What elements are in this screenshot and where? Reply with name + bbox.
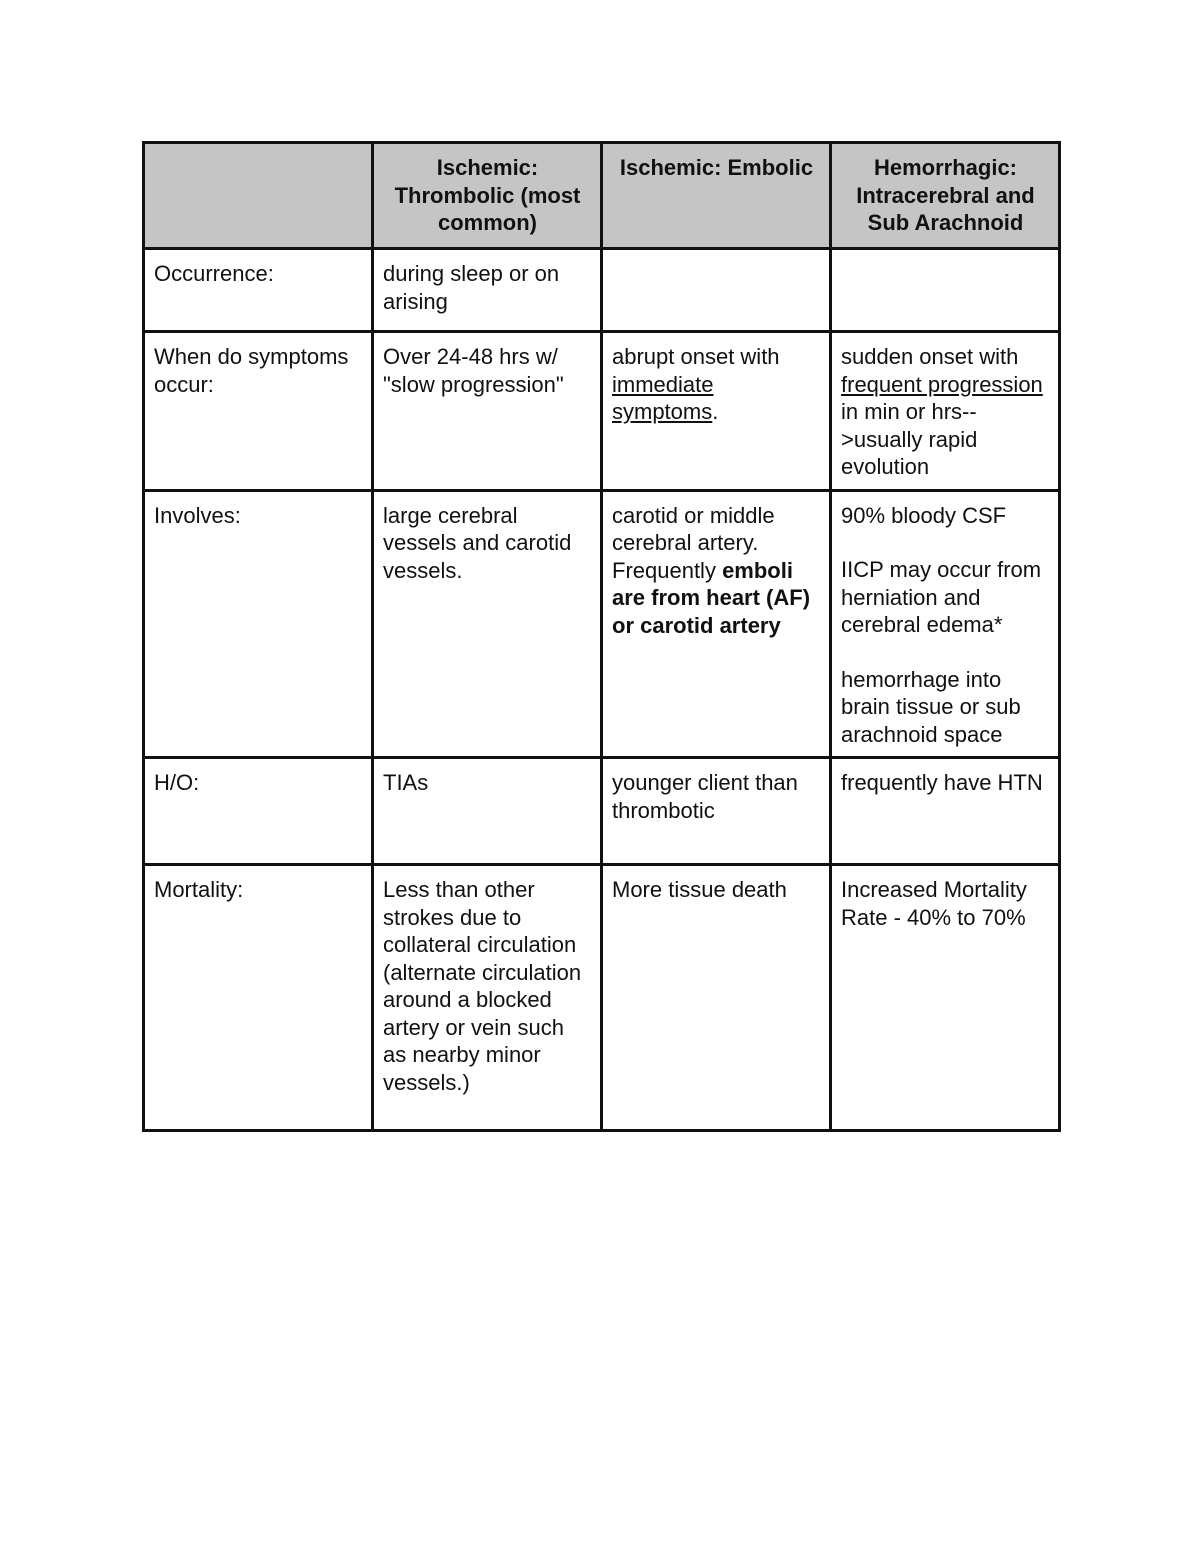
cell-when-thrombolic: Over 24-48 hrs w/ "slow progression" bbox=[373, 332, 602, 491]
cell-involves-embolic bbox=[602, 490, 831, 758]
cell-history-thrombolic: TIAs bbox=[373, 758, 602, 865]
header-hemorrhagic: Hemorrhagic: Intracerebral and Sub Arachnoid bbox=[831, 143, 1060, 249]
cell-involves-thrombolic: large cerebral vessels and carotid vessels. bbox=[373, 490, 602, 758]
involves-hemorrhagic-p2: IICP may occur from herniation and cerebral edema* bbox=[841, 557, 1042, 637]
cell-occurrence-hemorrhagic bbox=[831, 249, 1060, 332]
row-label-occurrence: Occurrence: bbox=[144, 249, 373, 332]
cell-history-hemorrhagic: frequently have HTN bbox=[831, 758, 1060, 865]
table-row-mortality bbox=[144, 865, 1060, 1131]
cell-involves-hemorrhagic bbox=[831, 490, 1060, 758]
involves-hemorrhagic-p3: hemorrhage into brain tissue or sub arachnoid space bbox=[841, 666, 1021, 747]
cell-when-embolic bbox=[602, 332, 831, 491]
cell-mortality-hemorrhagic: Increased Mortality Rate - 40% to 70% bbox=[831, 865, 1060, 1131]
table-row-occurrence bbox=[144, 249, 1060, 332]
cell-history-embolic: younger client than thrombotic bbox=[602, 758, 831, 865]
when-hemorrhagic-end: in min or hrs-->usually rapid evolution bbox=[841, 399, 978, 479]
involves-embolic-text: carotid or middle cerebral artery. Frequently bbox=[612, 502, 775, 583]
table-row-when bbox=[144, 332, 1060, 491]
involves-embolic-bold: emboli are from heart (AF) or carotid artery bbox=[612, 557, 811, 638]
when-embolic-end: . bbox=[712, 399, 719, 424]
cell-when-hemorrhagic bbox=[831, 332, 1060, 491]
header-embolic: Ischemic: Embolic bbox=[602, 143, 831, 249]
row-label-history: H/O: bbox=[144, 758, 373, 865]
when-hemorrhagic-text: sudden onset with bbox=[841, 344, 1019, 369]
cell-mortality-embolic: More tissue death bbox=[602, 865, 831, 1131]
stroke-comparison-table bbox=[142, 141, 1061, 1132]
table-row-involves bbox=[144, 490, 1060, 758]
row-label-when: When do symptoms occur: bbox=[144, 332, 373, 491]
involves-hemorrhagic-p1: 90% bloody CSF bbox=[841, 502, 1007, 528]
header-blank-cell bbox=[144, 143, 373, 249]
cell-occurrence-embolic bbox=[602, 249, 831, 332]
row-label-involves: Involves: bbox=[144, 490, 373, 758]
table-row-history bbox=[144, 758, 1060, 865]
cell-mortality-thrombolic: Less than other strokes due to collateral circulation (alternate circulation around a blocked artery or vein such as nearby minor vessels.) bbox=[373, 865, 602, 1131]
cell-occurrence-thrombolic: during sleep or on arising bbox=[373, 249, 602, 332]
row-label-mortality: Mortality: bbox=[144, 865, 373, 1131]
header-row bbox=[144, 143, 1060, 249]
when-embolic-text: abrupt onset with bbox=[612, 344, 780, 369]
when-hemorrhagic-underlined: frequent progression bbox=[841, 371, 1043, 397]
header-thrombolic: Ischemic: Thrombolic (most common) bbox=[373, 143, 602, 249]
when-embolic-underlined: immediate symptoms bbox=[612, 371, 714, 424]
